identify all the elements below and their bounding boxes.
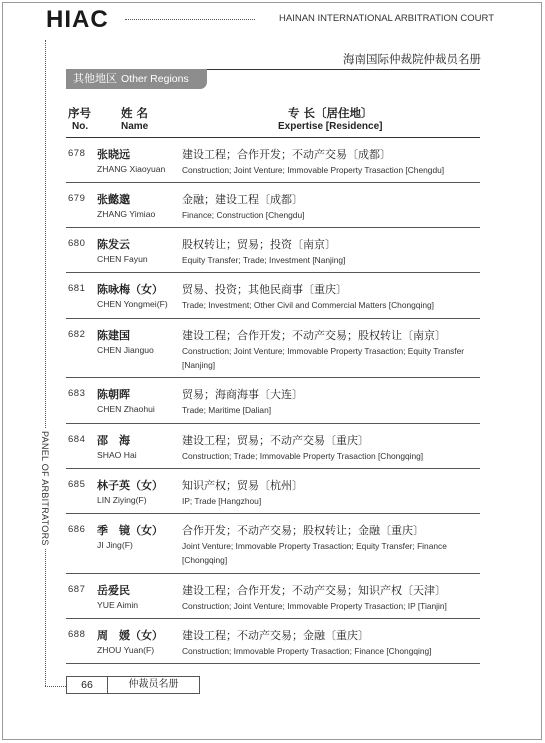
list-title: 海南国际仲裁院仲裁员名册 [343,52,481,66]
arbitrator-expertise-en: Construction; Joint Venture; Immovable Property Trasaction [Chengdu] [182,165,445,175]
arbitrator-row [66,514,480,574]
arbitrator-name-cn: 陈朝晖 [97,388,130,401]
arbitrator-name-en: CHEN Zhaohui [97,404,155,414]
arbitrator-expertise-cn: 股权转让；贸易；投资〔南京〕 [182,238,336,251]
arbitrator-no: 683 [68,388,86,399]
arbitrator-row [66,378,480,424]
column-header-name-cn: 姓名 [121,106,152,120]
arbitrator-name-en: CHEN Fayun [97,254,148,264]
arbitrator-no: 681 [68,283,86,294]
column-header-name-en: Name [121,121,149,132]
arbitrator-name-cn: 邵 海 [97,434,130,447]
arbitrator-row [66,228,480,273]
side-dotted-line-bottom [45,686,66,687]
arbitrator-name-cn: 张懿邈 [97,193,130,206]
arbitrator-expertise-cn: 建设工程；贸易；不动产交易〔重庆〕 [182,434,369,447]
arbitrator-name-cn: 季 镜（女） [97,524,163,537]
arbitrator-expertise-en: Construction; Trade; Immovable Property Trasaction [Chongqing] [182,451,424,461]
column-header-no-en: No. [72,121,89,132]
arbitrator-no: 682 [68,329,86,340]
arbitrator-name-en: YUE Aimin [97,600,139,610]
arbitrator-no: 679 [68,193,86,204]
arbitrator-name-cn: 陈咏梅（女） [97,283,163,296]
arbitrator-expertise-cn: 建设工程；合作开发；不动产交易；股权转让〔南京〕 [182,329,446,342]
column-header-no [68,106,91,133]
arbitrator-expertise-cn: 建设工程；不动产交易；金融〔重庆〕 [182,629,369,642]
side-dotted-line [45,40,46,686]
region-label-en: Other Regions [121,73,189,85]
arbitrator-name-cn: 陈建国 [97,329,130,342]
arbitrator-name-en: ZHANG Yimiao [97,209,156,219]
hiac-logo: HIAC [46,6,109,33]
arbitrator-row [66,619,480,664]
arbitrator-expertise-cn: 金融；建设工程〔成都〕 [182,193,303,206]
arbitrator-row [66,424,480,469]
side-label-text: PANEL OF ARBITRATORS [40,431,50,546]
arbitrator-no: 688 [68,629,86,640]
region-tab [66,69,207,89]
court-name: HAINAN INTERNATIONAL ARBITRATION COURT [279,13,495,24]
arbitrator-expertise-en: Finance; Construction [Chengdu] [182,210,305,220]
side-label [40,428,50,549]
arbitrator-expertise-en: IP; Trade [Hangzhou] [182,496,262,506]
arbitrator-expertise-cn: 建设工程；合作开发；不动产交易；知识产权〔天津〕 [182,584,446,597]
arbitrator-name-cn: 林子英（女） [97,479,163,492]
arbitrator-expertise-en: Equity Transfer; Trade; Investment [Nanjing] [182,255,346,265]
arbitrator-list [66,138,480,664]
arbitrator-no: 685 [68,479,86,490]
arbitrator-name-en: CHEN Jianguo [97,345,154,355]
arbitrator-expertise-cn: 贸易；海商海事〔大连〕 [182,388,303,401]
arbitrator-no: 684 [68,434,86,445]
arbitrator-name-en: LIN Ziying(F) [97,495,147,505]
column-header-no-cn: 序号 [68,106,91,120]
arbitrator-name-en: ZHANG Xiaoyuan [97,164,166,174]
arbitrator-expertise-cn: 建设工程；合作开发；不动产交易〔成都〕 [182,148,391,161]
arbitrator-row [66,469,480,514]
region-label-cn: 其他地区 [73,72,117,85]
header-dotted-line [125,19,255,20]
arbitrator-no: 687 [68,584,86,595]
column-header-name [121,106,152,133]
arbitrator-row [66,273,480,319]
arbitrator-expertise-en: Construction; Joint Venture; Immovable Property Trasaction; IP [Tianjin] [182,601,447,611]
arbitrator-expertise-cn: 知识产权；贸易〔杭州〕 [182,479,303,492]
arbitrator-name-en: ZHOU Yuan(F) [97,645,155,655]
column-header-expertise-cn: 专 长〔居住地〕 [287,106,373,120]
arbitrator-expertise-en: Construction; Joint Venture; Immovable Property Trasaction; Equity Transfer [Nanjing] [182,346,465,370]
page-number: 66 [67,677,108,693]
arbitrator-name-en: JI Jing(F) [97,540,133,550]
arbitrator-no: 686 [68,524,86,535]
arbitrator-name-cn: 陈发云 [97,238,130,251]
column-header-expertise [278,106,383,133]
arbitrator-name-cn: 张晓远 [97,148,130,161]
arbitrator-expertise-en: Joint Venture; Immovable Property Trasaction; Equity Transfer; Finance [Chongqing] [182,541,447,565]
arbitrator-row [66,183,480,228]
arbitrator-name-en: CHEN Yongmei(F) [97,299,168,309]
arbitrator-expertise-cn: 贸易、投资；其他民商事〔重庆〕 [182,283,347,296]
column-header-expertise-en: Expertise [Residence] [278,121,383,132]
footer-label: 仲裁员名册 [128,679,179,690]
arbitrator-no: 680 [68,238,86,249]
arbitrator-expertise-cn: 合作开发；不动产交易；股权转让；金融〔重庆〕 [182,524,424,537]
arbitrator-expertise-en: Trade; Maritime [Dalian] [182,405,272,415]
arbitrator-expertise-en: Trade; Investment; Other Civil and Commercial Matters [Chongqing] [182,300,434,310]
arbitrator-no: 678 [68,148,86,159]
arbitrator-expertise-en: Construction; Immovable Property Trasaction; Finance [Chongqing] [182,646,432,656]
arbitrator-row [66,319,480,378]
arbitrator-name-en: SHAO Hai [97,450,137,460]
arbitrator-name-cn: 岳爱民 [97,584,130,597]
arbitrator-row [66,138,480,183]
arbitrator-name-cn: 周 媛（女） [97,629,163,642]
footer-page-box [66,676,200,694]
arbitrator-row [66,574,480,619]
